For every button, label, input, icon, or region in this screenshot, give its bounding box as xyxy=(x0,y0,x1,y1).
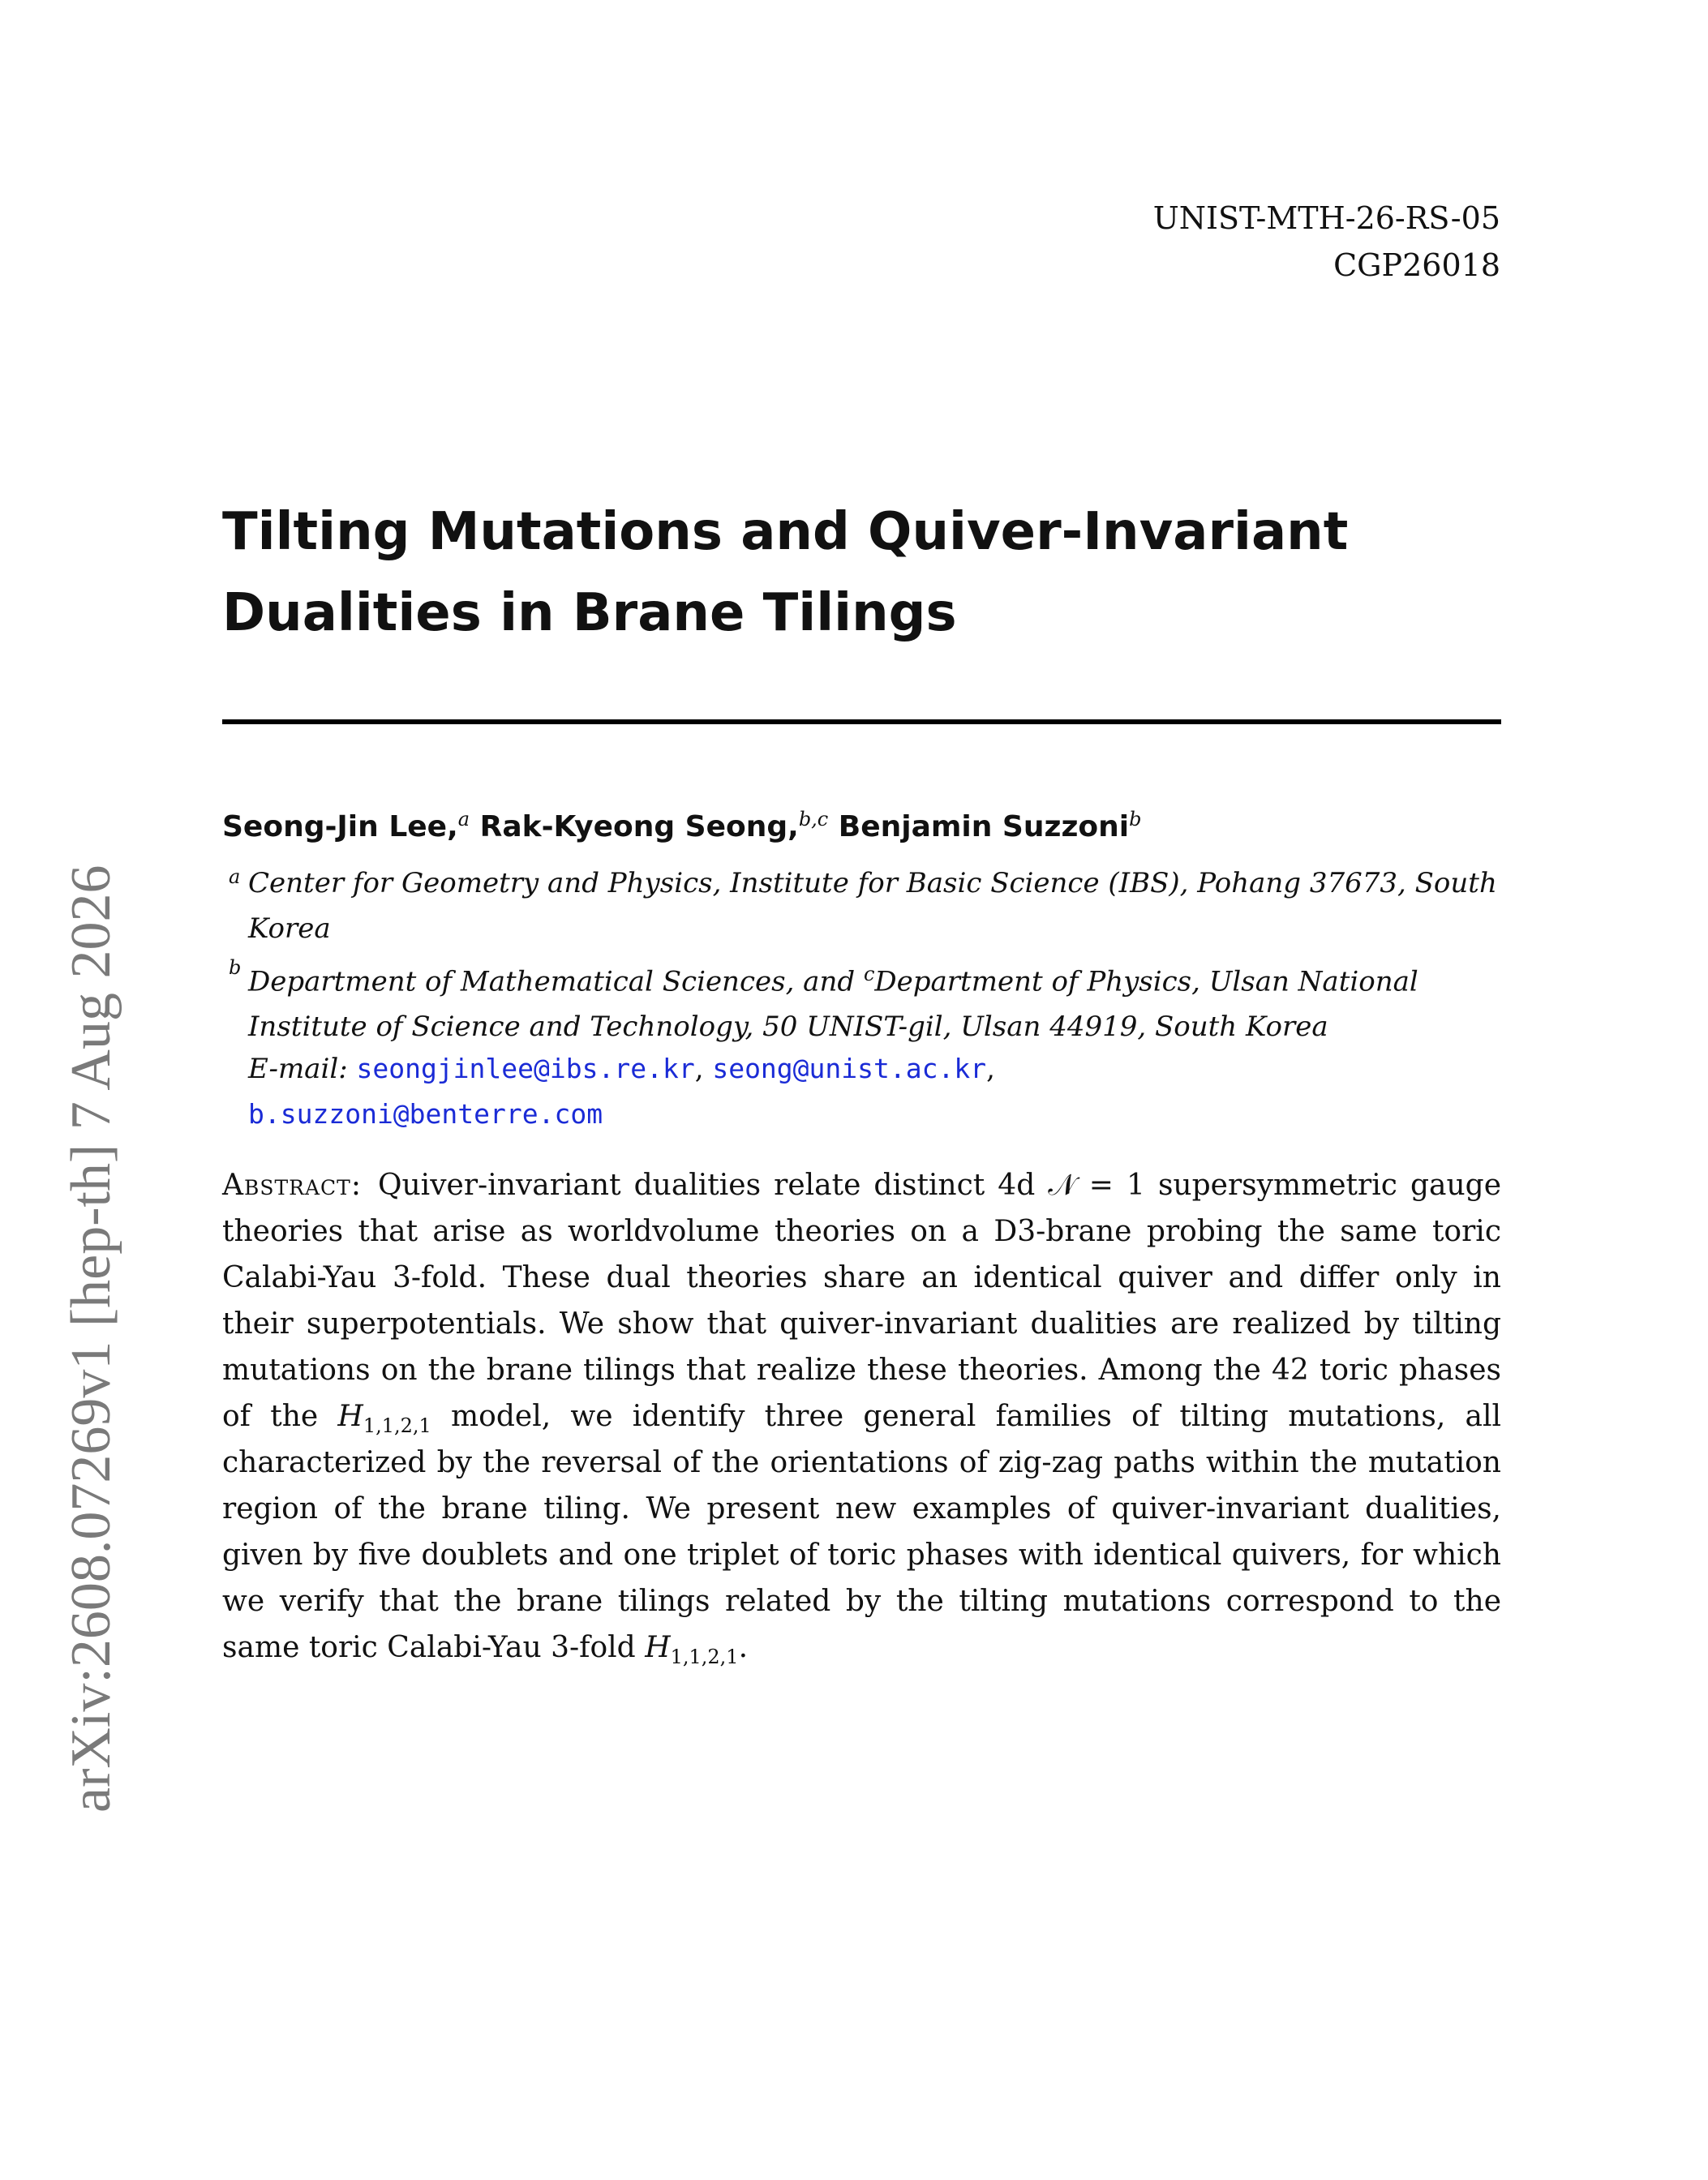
author-name: Benjamin Suzzoni xyxy=(838,810,1130,843)
paper-title xyxy=(222,491,1504,654)
email-link[interactable]: seongjinlee@ibs.re.kr xyxy=(356,1053,695,1084)
email-label: E-mail: xyxy=(248,1053,348,1085)
title-line: Tilting Mutations and Quiver-Invariant xyxy=(222,502,1349,562)
email-block: E-mail: seongjinlee@ibs.re.kr, seong@unist.ac.kr, b.suzzoni@benterre.com xyxy=(248,1053,995,1130)
model-subscript: 1,1,2,1 xyxy=(670,1646,739,1669)
abstract-text: Quiver-invariant dualities relate distinct 4d 𝒩 = 1 supersymmetric gauge theories that arise as worldvolume theories on a D3-brane probing the same toric Calabi-Yau 3-fold. These dual theories share an identical quiver and differ only in their superpotentials. We show that quiver-invariant dualities are realized by tilting mutations on the brane tilings that realize these theories. Among the 42 toric phases of the xyxy=(222,1169,1501,1433)
email-link[interactable]: seong@unist.ac.kr xyxy=(712,1053,987,1084)
model-subscript: 1,1,2,1 xyxy=(363,1414,431,1438)
report-number: UNIST-MTH-26-RS-05 xyxy=(1152,200,1500,236)
abstract-text: model, we identify three general families of tilting mutations, all characterized by the reversal of the orientations of zig-zag paths within the mutation region of the brane tiling. We present new examples of quiver-invariant dualities, given by five doublets and one triplet of toric phases with identical quivers, for which we verify that the brane tilings related by the tilting mutations correspond to the same toric Calabi-Yau 3-fold xyxy=(222,1400,1501,1664)
affil-text: Center for Geometry and Physics, Institute for Basic Science (IBS), Pohang 37673, South Korea xyxy=(248,867,1497,945)
abstract-end: . xyxy=(738,1631,749,1664)
title-line: Dualities in Brane Tilings xyxy=(222,583,957,643)
affil-mark: b xyxy=(229,956,242,979)
title-rule xyxy=(222,719,1501,724)
affil-mark-c: c xyxy=(863,963,875,985)
author-list xyxy=(222,800,1141,847)
affil-text: Department of Physics, Ulsan National Institute of Science and Technology, 50 UNIST-gil, Ulsan 44919, South Korea xyxy=(248,965,1418,1044)
report-numbers xyxy=(1153,195,1500,289)
arxiv-stamp: arXiv:2608.07269v1 [hep-th] 7 Aug 2026 xyxy=(60,865,122,1813)
abstract-label: Abstract: xyxy=(222,1169,362,1202)
model-symbol: H xyxy=(337,1400,363,1433)
affiliation-a xyxy=(229,860,1501,951)
author-affil-mark: a xyxy=(457,808,470,830)
affil-text: Department of Mathematical Sciences, and xyxy=(248,965,864,998)
author-name: Seong-Jin Lee, xyxy=(222,810,458,843)
author-affil-mark: b,c xyxy=(798,808,829,830)
affiliation-b xyxy=(229,951,1501,1049)
affil-mark: a xyxy=(229,865,241,888)
author-name: Rak-Kyeong Seong, xyxy=(479,810,799,843)
email-link[interactable]: b.suzzoni@benterre.com xyxy=(248,1098,603,1130)
report-number: CGP26018 xyxy=(1333,247,1500,283)
abstract xyxy=(222,1162,1501,1671)
model-symbol: H xyxy=(645,1631,671,1664)
author-affil-mark: b xyxy=(1129,808,1142,830)
